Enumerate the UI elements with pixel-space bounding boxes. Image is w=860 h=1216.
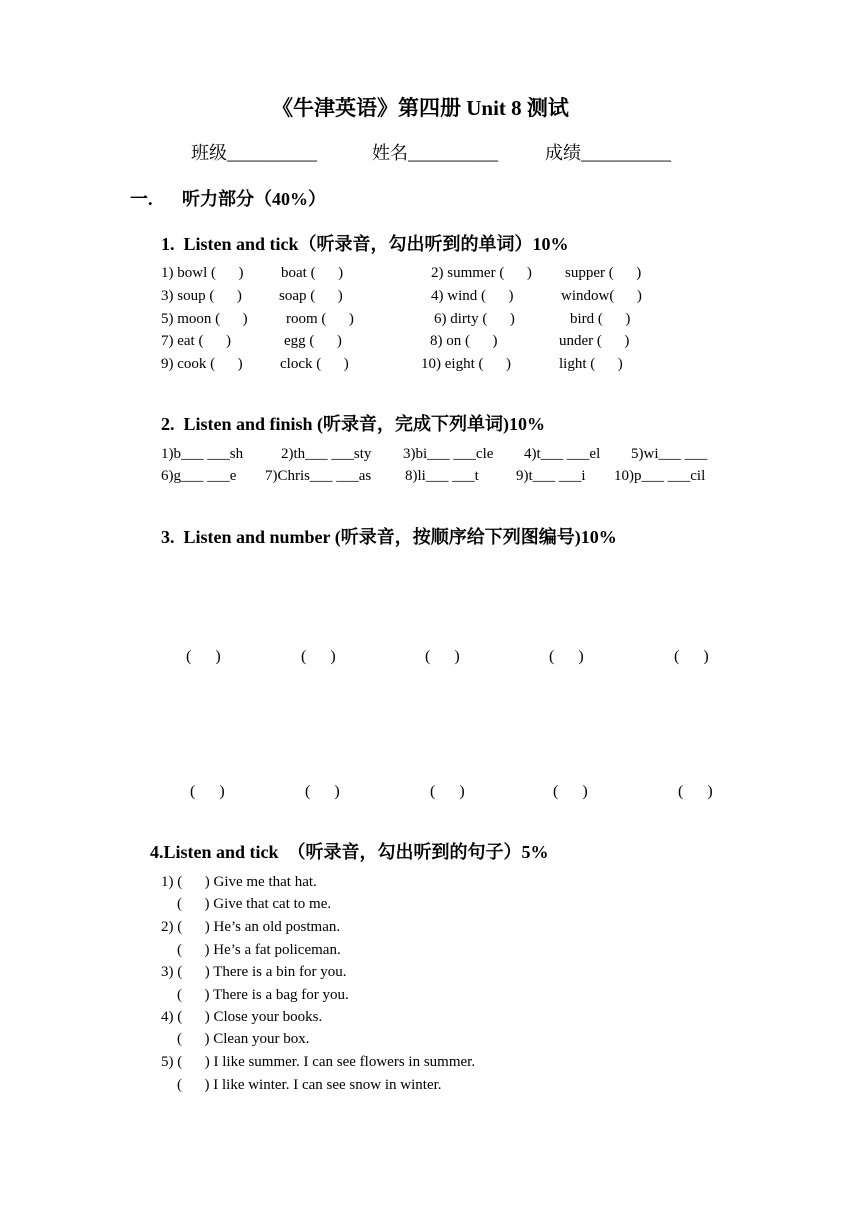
q1-item: window( ) <box>561 288 642 304</box>
q1-item: 7) eat ( ) <box>161 333 231 349</box>
q1-item: clock ( ) <box>280 356 349 372</box>
q2-item: 5)wi___ ___ <box>631 446 708 462</box>
q2-title: 2. Listen and finish (听录音，完成下列单词)10% <box>161 414 546 434</box>
q1-item: light ( ) <box>559 356 623 372</box>
q4-sentence: ( ) Clean your box. <box>177 1031 310 1047</box>
q1-item: 3) soup ( ) <box>161 288 242 304</box>
q2-item: 7)Chris___ ___as <box>265 468 372 484</box>
q2-item: 6)g___ ___e <box>161 468 237 484</box>
picture-number-blank: ( ) <box>430 783 465 800</box>
q1-item: 2) summer ( ) <box>431 265 532 281</box>
picture-number-blank: ( ) <box>305 783 340 800</box>
name-field: 姓名__________ <box>372 143 498 163</box>
q4-sentence: ( ) There is a bag for you. <box>177 987 349 1003</box>
q1-item: 1) bowl ( ) <box>161 265 244 281</box>
q1-item: under ( ) <box>559 333 630 349</box>
picture-number-blank: ( ) <box>186 648 221 665</box>
q1-item: boat ( ) <box>281 265 344 281</box>
picture-number-blank: ( ) <box>678 783 713 800</box>
q2-item: 3)bi___ ___cle <box>403 446 494 462</box>
q4-sentence: ( ) I like winter. I can see snow in winter. <box>177 1077 442 1093</box>
q1-item: 8) on ( ) <box>430 333 498 349</box>
q1-item: egg ( ) <box>284 333 342 349</box>
q1-item: supper ( ) <box>565 265 642 281</box>
q4-sentence: 2) ( ) He’s an old postman. <box>161 919 341 935</box>
page-title: 《牛津英语》第四册 Unit 8 测试 <box>272 96 569 120</box>
picture-number-blank: ( ) <box>190 783 225 800</box>
q1-item: 10) eight ( ) <box>421 356 511 372</box>
q1-item: 6) dirty ( ) <box>434 311 515 327</box>
q4-title: 4.Listen and tick （听录音，勾出听到的句子）5% <box>150 842 549 862</box>
q1-item: 5) moon ( ) <box>161 311 248 327</box>
q4-sentence: ( ) He’s a fat policeman. <box>177 942 341 958</box>
picture-number-blank: ( ) <box>301 648 336 665</box>
q2-item: 1)b___ ___sh <box>161 446 244 462</box>
q4-sentence: 4) ( ) Close your books. <box>161 1009 323 1025</box>
class-field: 班级__________ <box>191 143 317 163</box>
q4-sentence: ( ) Give that cat to me. <box>177 896 332 912</box>
section-number: 一. <box>130 189 153 209</box>
q1-item: bird ( ) <box>570 311 631 327</box>
q4-sentence: 1) ( ) Give me that hat. <box>161 874 317 890</box>
picture-number-blank: ( ) <box>425 648 460 665</box>
q1-title: 1. Listen and tick（听录音，勾出听到的单词）10% <box>161 234 569 254</box>
q1-item: room ( ) <box>286 311 354 327</box>
q2-item: 2)th___ ___sty <box>281 446 372 462</box>
q1-item: 9) cook ( ) <box>161 356 243 372</box>
q2-item: 4)t___ ___el <box>524 446 601 462</box>
q4-sentence: 3) ( ) There is a bin for you. <box>161 964 347 980</box>
q1-item: soap ( ) <box>279 288 343 304</box>
q4-sentence: 5) ( ) I like summer. I can see flowers in summer. <box>161 1054 476 1070</box>
picture-number-blank: ( ) <box>549 648 584 665</box>
q2-item: 10)p___ ___cil <box>614 468 706 484</box>
q2-item: 9)t___ ___i <box>516 468 586 484</box>
picture-number-blank: ( ) <box>674 648 709 665</box>
score-field: 成绩__________ <box>545 143 671 163</box>
q2-item: 8)li___ ___t <box>405 468 479 484</box>
q3-title: 3. Listen and number (听录音，按顺序给下列图编号)10% <box>161 527 617 547</box>
section-title: 听力部分（40%） <box>182 189 326 209</box>
picture-number-blank: ( ) <box>553 783 588 800</box>
q1-item: 4) wind ( ) <box>431 288 514 304</box>
